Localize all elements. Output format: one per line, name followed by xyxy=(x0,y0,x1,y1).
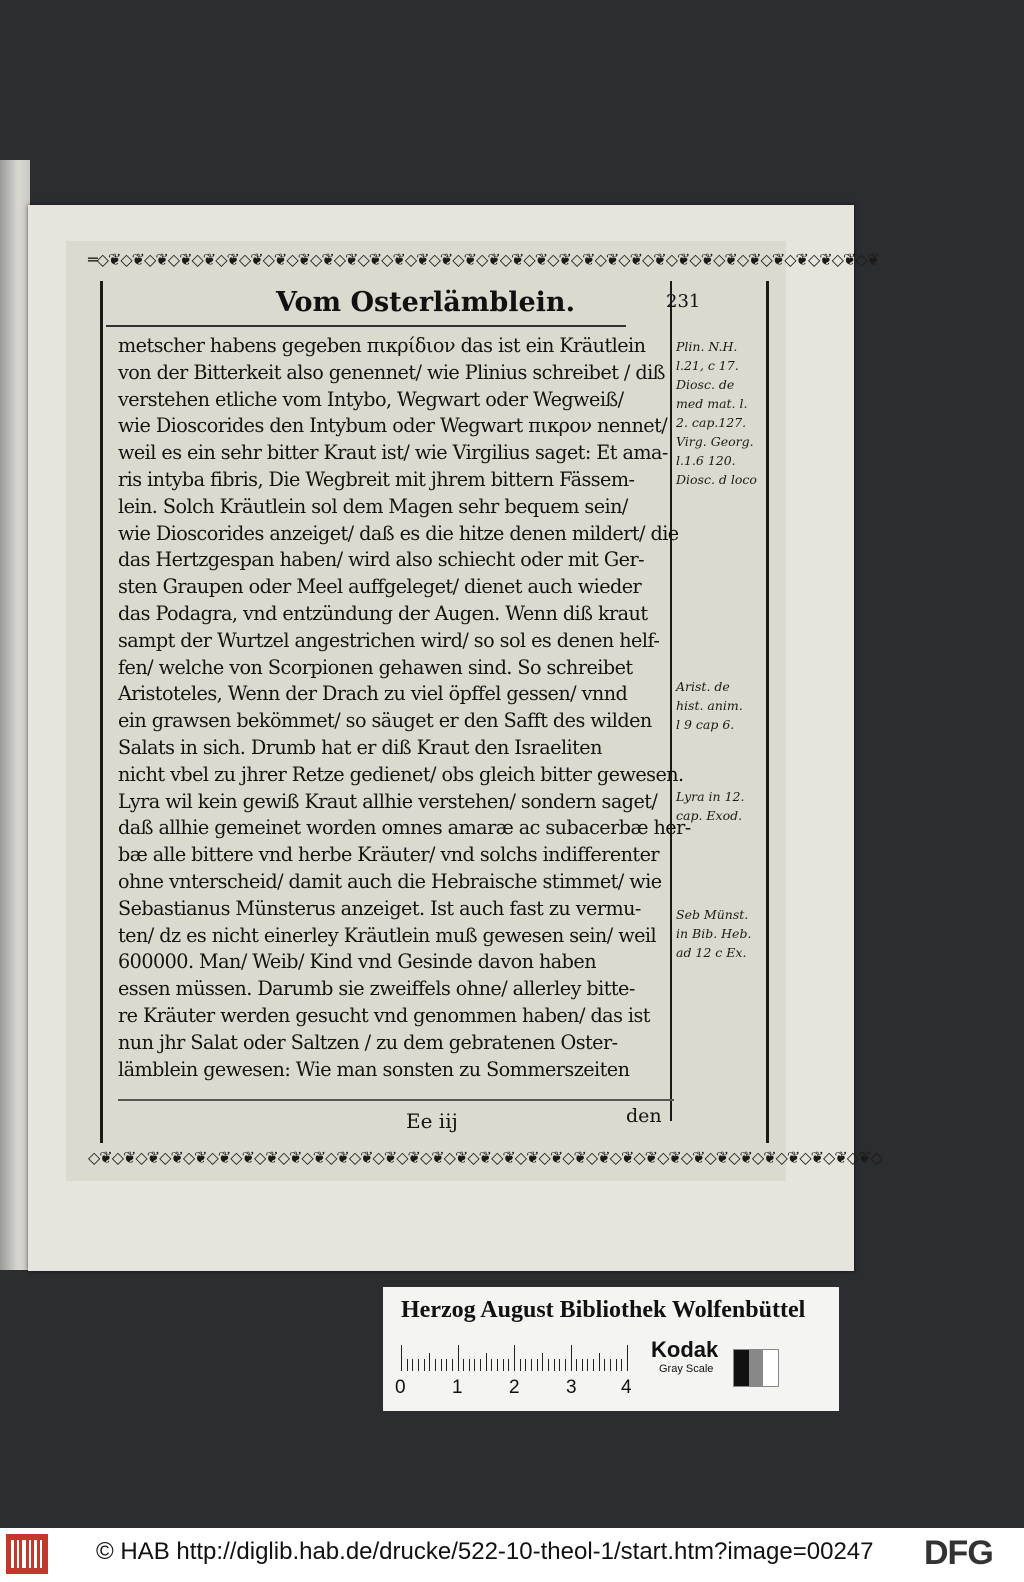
text-line: Lyra wil kein gewiß Kraut allhie verstehen/ sondern saget/ xyxy=(118,789,658,813)
ruler-tick xyxy=(593,1359,594,1371)
top-ornament-border: ═◇❦◇❦◇❦◇❦◇❦◇❦◇❦◇❦◇❦◇❦◇❦◇❦◇❦◇❦◇❦◇❦◇❦◇❦◇❦◇❦◇❦◇❦◇❦◇❦◇❦◇❦◇❦◇❦◇❦◇❦◇❦◇❦◇❦ xyxy=(88,249,880,269)
library-scale-label xyxy=(383,1287,839,1411)
ruler-tick xyxy=(627,1345,628,1371)
ruler-tick xyxy=(565,1359,566,1371)
marginal-note-line: Virg. Georg. xyxy=(676,434,754,449)
ruler-tick xyxy=(621,1359,622,1371)
ruler-tick xyxy=(463,1359,464,1371)
ruler-tick xyxy=(554,1359,555,1371)
marginal-note xyxy=(676,787,768,825)
text-line: lein. Solch Kräutlein sol dem Magen sehr bequem sein/ xyxy=(118,494,628,518)
ruler-tick xyxy=(486,1353,487,1371)
text-line: Salats in sich. Drumb hat er diß Kraut den Israeliten xyxy=(118,735,602,759)
ruler-tick xyxy=(508,1359,509,1371)
library-name: Herzog August Bibliothek Wolfenbüttel xyxy=(401,1297,806,1323)
footer-rule xyxy=(118,1099,674,1101)
text-line: das Hertzgespan haben/ wird also schiecht oder mit Ger- xyxy=(118,548,645,572)
ruler-tick xyxy=(469,1359,470,1371)
text-line: sampt der Wurtzel angestrichen wird/ so sol es denen helf- xyxy=(118,628,660,652)
marginal-note-line: Diosc. d loco xyxy=(676,472,757,487)
ruler-tick xyxy=(458,1345,459,1371)
ruler-tick xyxy=(542,1353,543,1371)
ruler-tick xyxy=(520,1359,521,1371)
ruler-tick xyxy=(571,1345,572,1371)
dfg-logo: DFG xyxy=(924,1534,993,1572)
marginal-note-line: ad 12 c Ex. xyxy=(676,945,747,960)
text-line: wie Dioscorides den Intybum oder Wegwart πικρον nennet/ xyxy=(118,414,668,438)
kodak-brand: Kodak xyxy=(651,1337,719,1362)
text-line: bæ alle bittere vnd herbe Kräuter/ vnd solchs indifferenter xyxy=(118,843,660,867)
ruler-tick xyxy=(514,1345,515,1371)
ruler-tick xyxy=(407,1359,408,1371)
ruler-tick xyxy=(525,1359,526,1371)
marginal-note xyxy=(676,905,768,962)
text-line: von der Bitterkeit also genennet/ wie Plinius schreibet / diß xyxy=(118,360,665,384)
gray-scale-swatch xyxy=(733,1349,779,1387)
text-line: lämblein gewesen: Wie man sonsten zu Sommerszeiten xyxy=(118,1057,630,1081)
text-line: ten/ dz es nicht einerley Kräutlein muß gewesen sein/ weil xyxy=(118,923,657,947)
left-frame-rule xyxy=(100,281,103,1143)
page-number: 231 xyxy=(666,291,701,312)
bottom-ornament-border: ◇❦◇❦◇❦◇❦◇❦◇❦◇❦◇❦◇❦◇❦◇❦◇❦◇❦◇❦◇❦◇❦◇❦◇❦◇❦◇❦◇❦◇❦◇❦◇❦◇❦◇❦◇❦◇❦◇❦◇❦◇❦◇❦◇❦◇ xyxy=(88,1147,882,1167)
ruler-tick xyxy=(587,1359,588,1371)
ruler-tick xyxy=(446,1359,447,1371)
text-line: weil es ein sehr bitter Kraut ist/ wie Virgilius saget: Et ama- xyxy=(118,441,668,465)
marginal-note-line: 2. cap.127. xyxy=(676,415,747,430)
text-line: nun jhr Salat oder Saltzen / zu dem gebratenen Oster- xyxy=(118,1030,618,1054)
ruler-number: 4 xyxy=(621,1377,632,1398)
text-line: ohne vnterscheid/ damit auch die Hebraische stimmet/ wie xyxy=(118,869,662,893)
ruler-tick xyxy=(429,1353,430,1371)
text-line: metscher habens gegeben πικρίδιον das ist ein Kräutlein xyxy=(118,334,646,357)
ruler-number: 2 xyxy=(509,1377,520,1398)
ruler-tick xyxy=(480,1359,481,1371)
footer-credit: © HAB http://diglib.hab.de/drucke/522-10-theol-1/start.htm?image=00247 xyxy=(96,1538,874,1565)
marginal-note-line: med mat. l. xyxy=(676,396,748,411)
running-title: Vom Osterlämblein. xyxy=(276,287,575,318)
ruler-tick xyxy=(474,1359,475,1371)
ruler-tick xyxy=(401,1345,402,1371)
ruler-number: 1 xyxy=(452,1377,463,1398)
ruler-tick xyxy=(559,1359,560,1371)
ruler-tick xyxy=(610,1359,611,1371)
marginal-note-line: hist. anim. xyxy=(676,698,743,713)
ruler-numbers xyxy=(395,1377,635,1401)
marginal-note-line: Arist. de xyxy=(676,679,730,694)
ruler-tick xyxy=(616,1359,617,1371)
marginal-note-line: in Bib. Heb. xyxy=(676,926,752,941)
ruler-tick xyxy=(441,1359,442,1371)
adjacent-page-edge xyxy=(0,160,30,1270)
ruler-tick xyxy=(548,1359,549,1371)
scanned-page xyxy=(28,205,882,1271)
gray-scale-caption: Gray Scale xyxy=(659,1363,714,1375)
marginal-note xyxy=(676,337,768,489)
barcode-icon xyxy=(6,1534,48,1574)
ruler-tick xyxy=(491,1359,492,1371)
ruler-tick xyxy=(503,1359,504,1371)
marginal-note-line: cap. Exod. xyxy=(676,808,743,823)
marginal-note-line: l.21, c 17. xyxy=(676,358,739,373)
body-text xyxy=(118,333,691,1083)
text-line: fen/ welche von Scorpionen gehawen sind. So schreibet xyxy=(118,655,633,679)
ruler-number: 3 xyxy=(566,1377,577,1398)
text-line: 600000. Man/ Weib/ Kind vnd Gesinde davon haben xyxy=(118,950,597,974)
text-line: wie Dioscorides anzeiget/ daß es die hitze denen mildert/ die xyxy=(118,521,679,545)
marginal-note-line: l 9 cap 6. xyxy=(676,717,735,732)
ruler-number: 0 xyxy=(395,1377,406,1398)
header-rule xyxy=(106,325,626,327)
marginal-note-line: l.1.6 120. xyxy=(676,453,736,468)
text-line: re Kräuter werden gesucht vnd genommen haben/ das ist xyxy=(118,1003,650,1027)
ruler-tick xyxy=(531,1359,532,1371)
catchword: den xyxy=(626,1105,662,1127)
text-line: essen müssen. Darumb sie zweiffels ohne/ allerley bitte- xyxy=(118,977,635,1001)
ruler-tick xyxy=(452,1359,453,1371)
ruler-scale xyxy=(401,1343,627,1371)
marginal-note-line: Lyra in 12. xyxy=(676,789,745,804)
ruler-tick xyxy=(582,1359,583,1371)
ruler-tick xyxy=(424,1359,425,1371)
text-line: daß allhie gemeinet worden omnes amaræ ac subacerbæ her- xyxy=(118,816,691,840)
marginal-note-line: Plin. N.H. xyxy=(676,339,738,354)
text-line: verstehen etliche vom Intybo, Wegwart oder Wegweiß/ xyxy=(118,387,624,411)
printed-area xyxy=(66,241,882,1181)
marginal-note-line: Diosc. de xyxy=(676,377,735,392)
ruler-tick xyxy=(435,1359,436,1371)
ruler-tick xyxy=(412,1359,413,1371)
text-line: ris intyba fibris, Die Wegbreit mit jhrem bittern Fässem- xyxy=(118,467,635,491)
marginal-note-line: Seb Münst. xyxy=(676,907,749,922)
ruler-tick xyxy=(576,1359,577,1371)
text-line: Sebastianus Münsterus anzeiget. Ist auch fast zu vermu- xyxy=(118,896,641,920)
page-header xyxy=(96,281,701,331)
ruler-tick xyxy=(418,1359,419,1371)
text-line: ein grawsen bekömmet/ so säuget er den Safft des wilden xyxy=(118,709,652,733)
ruler-tick xyxy=(604,1359,605,1371)
text-line: nicht vbel zu jhrer Retze gedienet/ obs gleich bitter gewesen. xyxy=(118,762,684,786)
viewer-footer xyxy=(0,1528,1024,1582)
ruler-tick xyxy=(599,1353,600,1371)
marginal-note xyxy=(676,677,768,734)
text-line: Aristoteles, Wenn der Drach zu viel öpffel gessen/ vnnd xyxy=(118,682,628,706)
text-line: sten Graupen oder Meel auffgeleget/ dienet auch wieder xyxy=(118,575,642,599)
ruler-tick xyxy=(537,1359,538,1371)
text-line: das Podagra, vnd entzündung der Augen. Wenn diß kraut xyxy=(118,601,648,625)
ruler-tick xyxy=(497,1359,498,1371)
signature-mark: Ee iij xyxy=(406,1109,458,1133)
